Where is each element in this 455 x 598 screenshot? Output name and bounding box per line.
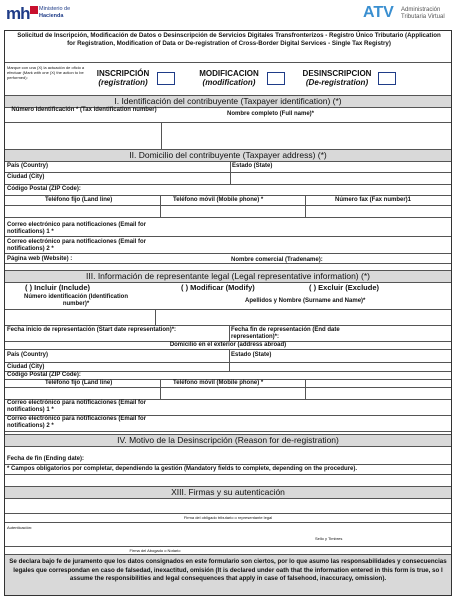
declaration-box — [5, 555, 451, 595]
action-note: Marque con una (X) la actuación de oficio a efectuar (Mark with one (X) the action to be performed): — [7, 65, 85, 80]
option-deregistration-es: DESINSCRIPCION — [302, 69, 372, 78]
s3-end-label: Fecha fin de representación (End date representation)*: — [231, 327, 340, 340]
s3-landline-label: Teléfono fijo (Land line) — [45, 380, 113, 386]
s1-name-label: Nombre completo (Full name)* — [227, 111, 315, 117]
option-registration-en: (registration) — [98, 78, 148, 87]
flag-icon — [30, 6, 38, 14]
s13-auth-label: Autenticación: — [7, 525, 33, 530]
s2-email2-label: Correo electrónico para notificaciones (Email for notifications) 2 * — [7, 239, 147, 252]
s2-tradename-label: Nombre comercial (Tradename): — [231, 257, 323, 263]
declaration-text: Se declara bajo fe de juramento que los datos consignados en este formulario son ciertos, por lo que asumo las responsabilidades y consecuencias legales que correspondan en caso de falsedad, inexactitud, omisión (It is declared under oath that the information entered in this form is true, so I assume the responsibilities and legal consequences that apply in case of falsehood, inaccuracy, omission). — [9, 558, 447, 582]
s3-email2-label: Correo electrónico para notificaciones (Email for notifications) 2 * — [7, 416, 147, 429]
s3-name-label: Apellidos y Nombre (Surname and Name)* — [245, 298, 366, 304]
section-13-header: XIII. Firmas y su autenticación — [5, 486, 451, 499]
s3-zip-label: Código Postal (ZIP Code): — [7, 372, 81, 378]
s2-state-label: Estado (State) — [232, 163, 273, 169]
option-deregistration — [299, 69, 375, 87]
section-4-header: IV. Motivo de la Desinscripción (Reason for de-registration) — [5, 434, 451, 447]
s3-start-label: Fecha inicio de representación (Start date representation)*: — [7, 327, 177, 333]
s13-taxpayer-signature: Firma del obligado tributario o representante legal — [183, 515, 273, 520]
s3-mobile-label: Teléfono móvil (Mobile phone) * — [173, 380, 264, 386]
s1-id-field[interactable] — [7, 124, 159, 147]
s4-mandatory-note: * Campos obligatorios por completar, dependiendo la gestión (Mandatory fields to complete, depending on the procedure). — [7, 466, 358, 472]
s3-exclude[interactable]: ( ) Excluir (Exclude) — [309, 283, 380, 292]
option-registration-es: INSCRIPCIÓN — [96, 69, 150, 78]
option-deregistration-en: (De-registration) — [305, 78, 369, 87]
s3-id-label: Número identificación (Identification number)* — [23, 294, 128, 307]
deregistration-checkbox[interactable] — [378, 72, 396, 85]
logo-mark: mh — [6, 4, 30, 23]
option-modification-en: (modification) — [202, 78, 256, 87]
registration-checkbox[interactable] — [157, 72, 175, 85]
option-registration — [89, 69, 157, 87]
s1-id-label: Número Identificación * (Tax identification number) — [11, 107, 157, 113]
section-3-header: III. Información de representante legal (Legal representative information) (*) — [5, 270, 451, 283]
s3-abroad-label: Domicilio en el exterior (address abroad) — [169, 342, 287, 348]
atv-mark: ATV — [363, 4, 394, 21]
ministry-logo — [6, 4, 76, 26]
s13-lawyer-signature: Firma del Abogado o Notario — [129, 548, 181, 553]
logo-line2: Hacienda — [39, 13, 64, 19]
s3-include[interactable]: ( ) Incluir (Include) — [25, 283, 90, 292]
s1-name-field[interactable] — [163, 124, 449, 147]
s2-country-label: País (Country) — [7, 163, 49, 169]
form — [4, 30, 452, 596]
section-2-header: II. Domicilio del contribuyente (Taxpayer address) (*) — [5, 149, 451, 162]
s3-country-label: País (Country) — [7, 352, 49, 358]
s13-seal-label: Sello y Timbres — [315, 536, 343, 541]
s2-email1-label: Correo electrónico para notificaciones (Email for notifications) 1 * — [7, 222, 147, 235]
atv-logo — [363, 4, 449, 26]
s4-end-date-label: Fecha de fin (Ending date): — [7, 456, 85, 462]
s2-mobile-label: Teléfono móvil (Mobile phone) * — [173, 197, 264, 203]
s2-zip-label: Código Postal (ZIP Code): — [7, 186, 81, 192]
form-title: Solicitud de Inscripción, Modificación de Datos o Desinscripción de Servicios Digitales Transfronterizos - Registro Único Tributario (Application for Registration, Modification of Data or De-registration of Cross-Border Digital Services - Single Tax Registry) — [17, 32, 441, 47]
atv-line1: Administración — [401, 7, 441, 13]
modification-checkbox[interactable] — [267, 72, 285, 85]
s3-modify[interactable]: ( ) Modificar (Modify) — [181, 283, 255, 292]
s2-web-label: Página web (Website) : — [7, 256, 73, 262]
atv-line2: Tributaria Virtual — [401, 14, 445, 20]
s2-fax-label: Número fax (Fax number)1 — [335, 197, 412, 203]
option-modification — [193, 69, 265, 87]
logo-line1: Ministerio de — [39, 6, 71, 12]
s3-email1-label: Correo electrónico para notificaciones (Email for notifications) 1 * — [7, 400, 147, 413]
section-1-header: I. Identificación del contribuyente (Taxpayer identification) (*) — [5, 95, 451, 108]
s2-city-label: Ciudad (City) — [7, 174, 45, 180]
page-header — [0, 0, 455, 30]
option-modification-es: MODIFICACION — [199, 69, 259, 78]
s3-state-label: Estado (State) — [231, 352, 272, 358]
s2-landline-label: Teléfono fijo (Land line) — [45, 197, 113, 203]
s3-city-label: Ciudad (City) — [7, 364, 45, 370]
